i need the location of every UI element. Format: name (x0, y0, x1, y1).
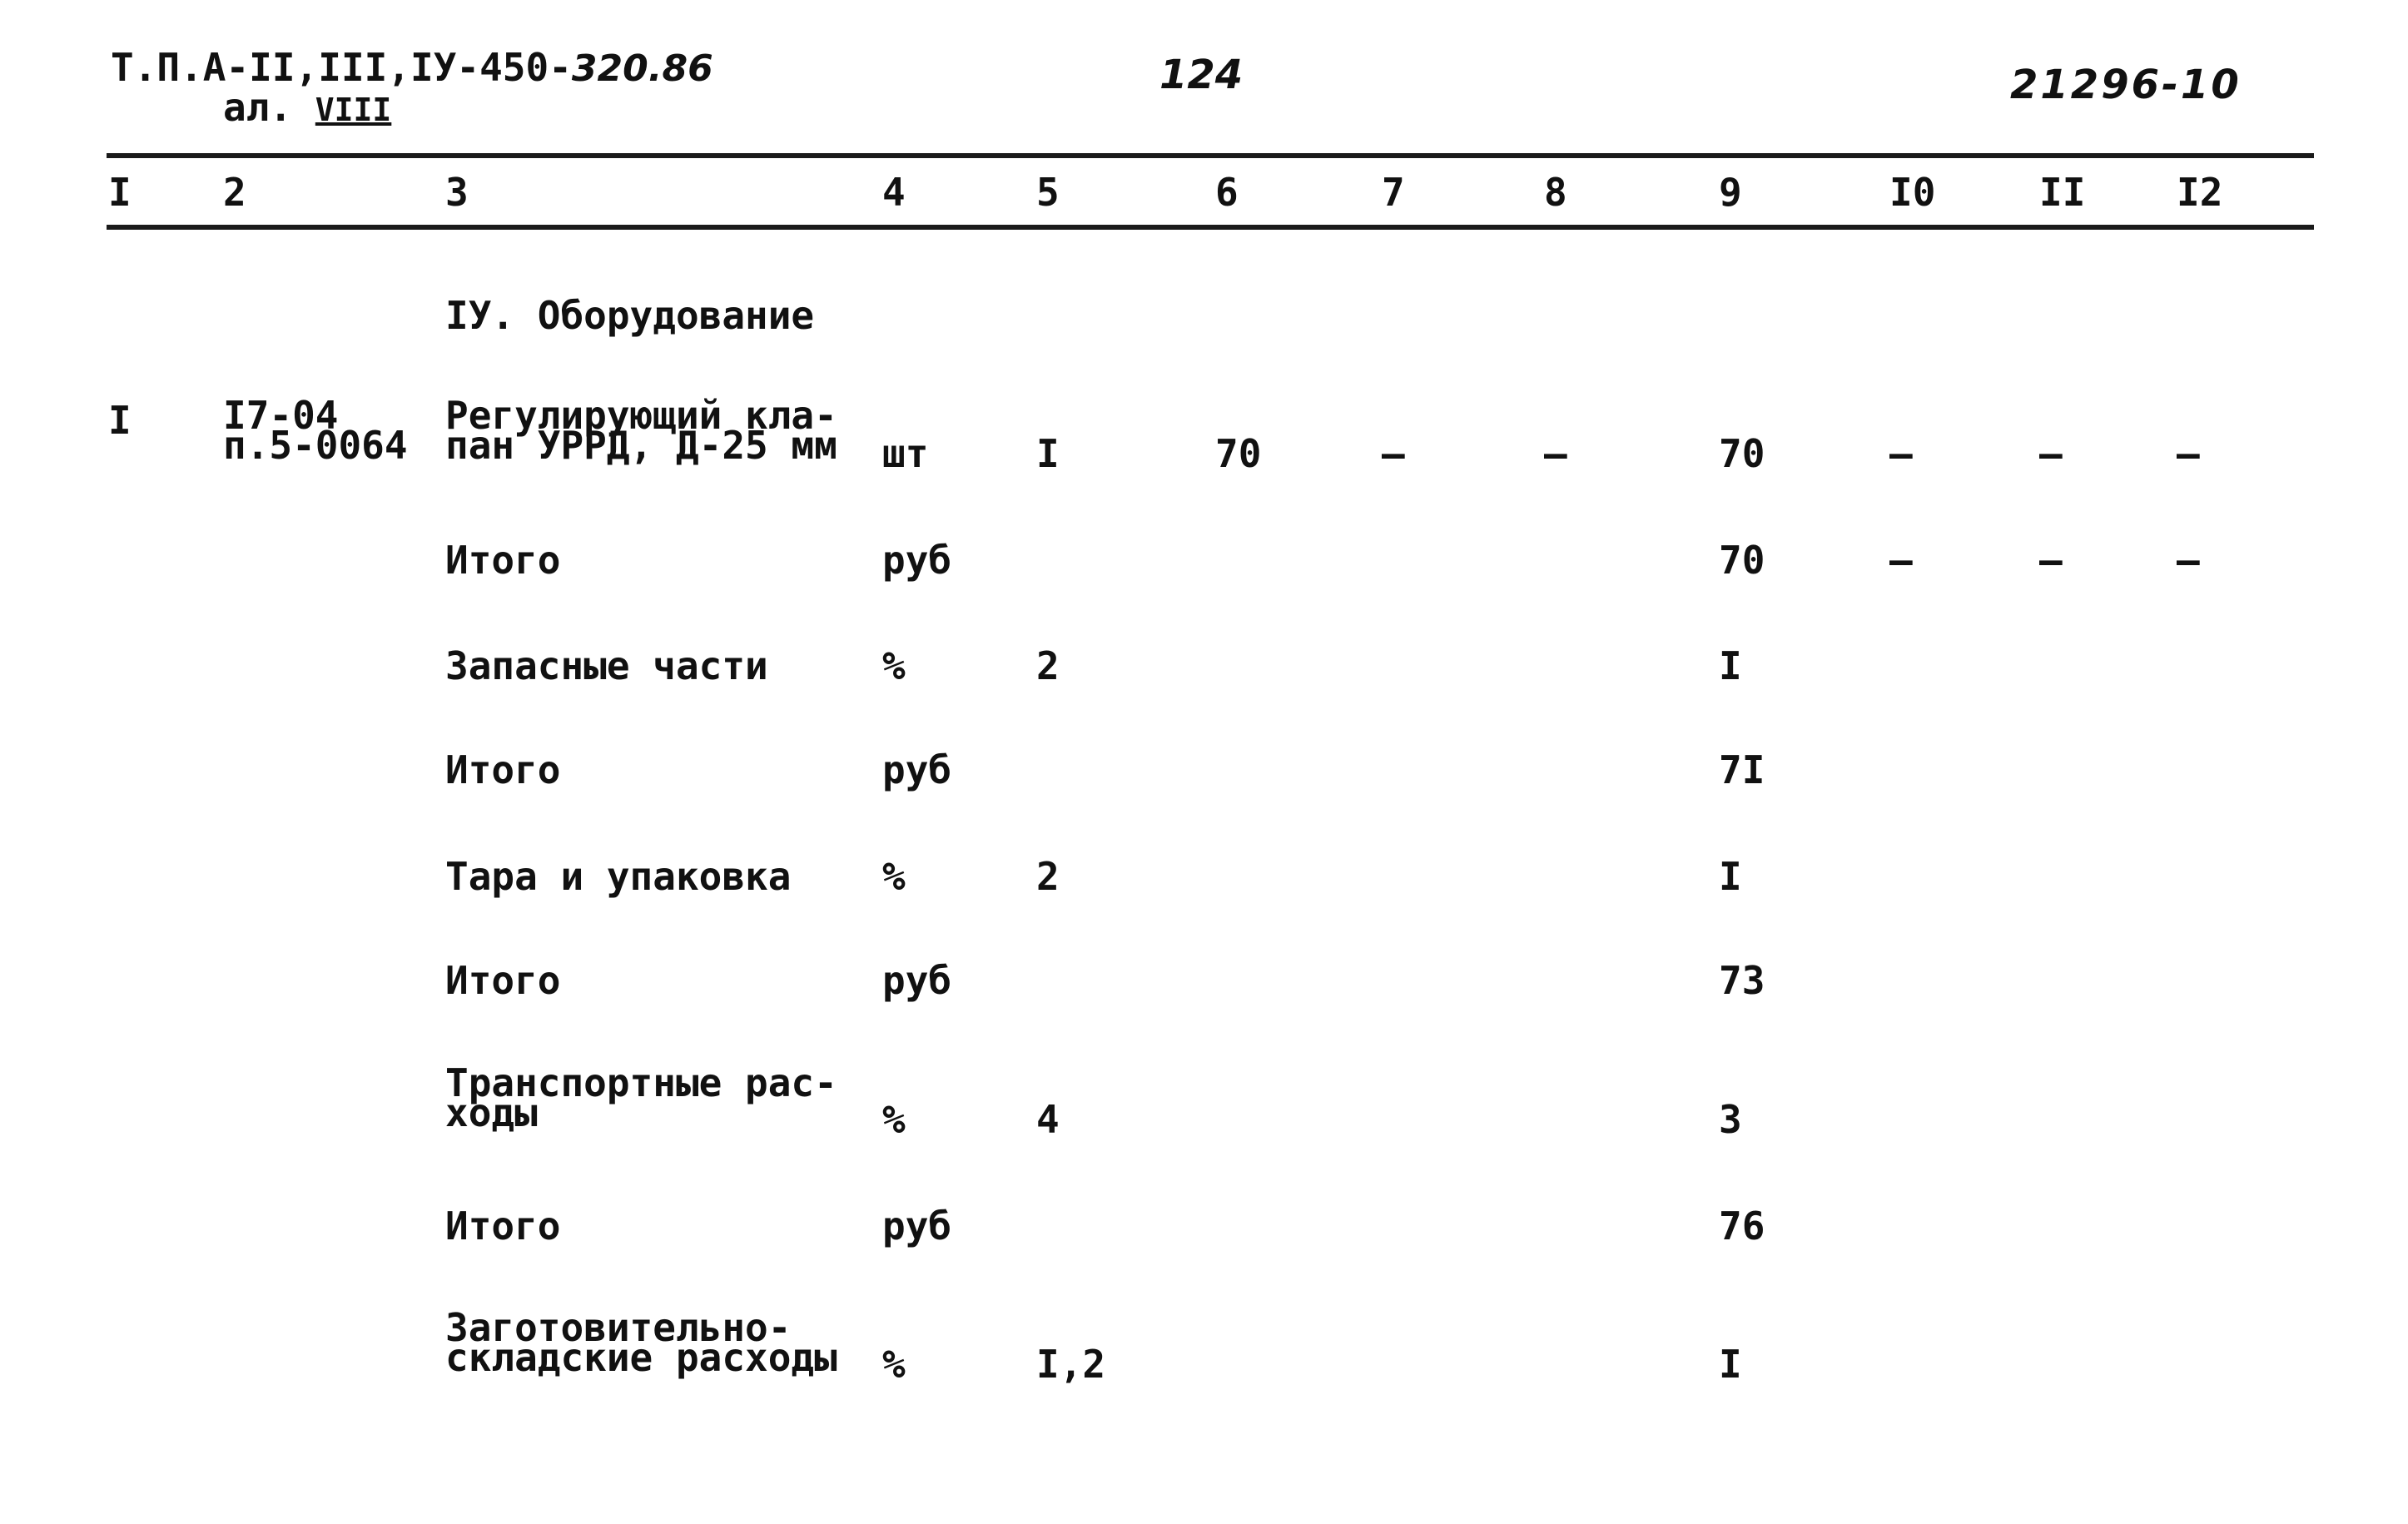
cell-col10: – (1889, 538, 1913, 583)
cell-name: Итого (445, 1204, 561, 1248)
cell-col9: I (1719, 643, 1742, 688)
column-header-11: II (2039, 170, 2086, 215)
cell-name: Регулирующий кла- пан УРРД, Д-25 мм (445, 393, 837, 468)
cell-col9: 76 (1719, 1204, 1765, 1248)
cell-name: Итого (445, 958, 561, 1003)
cell-name: Заготовительно- складские расходы (445, 1305, 837, 1380)
cell-col11: – (2039, 431, 2063, 476)
document-code (111, 45, 713, 90)
cell-col9: 3 (1719, 1097, 1742, 1142)
cell-col11: – (2039, 538, 2063, 583)
cell-unit: руб (882, 1204, 952, 1248)
section-title: IУ. Оборудование (445, 293, 815, 338)
column-header-10: I0 (1889, 170, 1936, 215)
cell-unit: руб (882, 747, 952, 792)
document-code-handwritten: 320.86 (571, 47, 713, 90)
cell-name: Транспортные рас- ходы (445, 1060, 837, 1135)
cell-name: Итого (445, 538, 561, 583)
cell-col9: 73 (1719, 958, 1765, 1003)
column-header-4: 4 (882, 170, 906, 215)
cell-col9: 7I (1719, 747, 1765, 792)
album-label: ал. (223, 85, 293, 130)
column-header-1: I (108, 170, 132, 215)
cell-unit: руб (882, 538, 952, 583)
column-header-2: 2 (223, 170, 246, 215)
column-header-5: 5 (1036, 170, 1060, 215)
cell-unit: % (882, 1097, 906, 1142)
cell-qty: 2 (1036, 854, 1060, 899)
column-header-6: 6 (1215, 170, 1239, 215)
cell-name: Итого (445, 747, 561, 792)
cell-col9: 70 (1719, 431, 1765, 476)
header-top-rule (107, 153, 2314, 158)
cell-col9: I (1719, 854, 1742, 899)
header-bottom-rule (107, 225, 2314, 230)
cell-unit: % (882, 1342, 906, 1387)
column-header-3: 3 (445, 170, 469, 215)
cell-code: I7-04 п.5-0064 (223, 393, 408, 468)
cell-col12: – (2177, 538, 2200, 583)
cell-unit: шт (882, 431, 929, 476)
page-number: 124 (1159, 52, 1244, 98)
cell-col7: – (1382, 431, 1405, 476)
album-number: VIII (315, 92, 392, 128)
cell-unit: % (882, 854, 906, 899)
cell-unit: руб (882, 958, 952, 1003)
cell-col10: – (1889, 431, 1913, 476)
cell-col12: – (2177, 431, 2200, 476)
column-header-9: 9 (1719, 170, 1742, 215)
cell-unit: % (882, 643, 906, 688)
column-header-7: 7 (1382, 170, 1405, 215)
cell-qty: I,2 (1036, 1342, 1106, 1387)
document-code-typed: Т.П.А-II,III,IУ-450- (111, 45, 572, 90)
cell-col6: 70 (1215, 431, 1262, 476)
cell-name: Запасные части (445, 643, 768, 688)
cell-qty: 4 (1036, 1097, 1060, 1142)
album-reference (223, 85, 392, 130)
document-number: 21296-10 (2010, 62, 2242, 108)
cell-qty: I (1036, 431, 1060, 476)
cell-col8: – (1544, 431, 1567, 476)
cell-index: I (108, 398, 132, 443)
cell-col9: I (1719, 1342, 1742, 1387)
cell-col9: 70 (1719, 538, 1765, 583)
column-header-8: 8 (1544, 170, 1567, 215)
cell-name: Тара и упаковка (445, 854, 792, 899)
cell-qty: 2 (1036, 643, 1060, 688)
column-header-12: I2 (2177, 170, 2223, 215)
